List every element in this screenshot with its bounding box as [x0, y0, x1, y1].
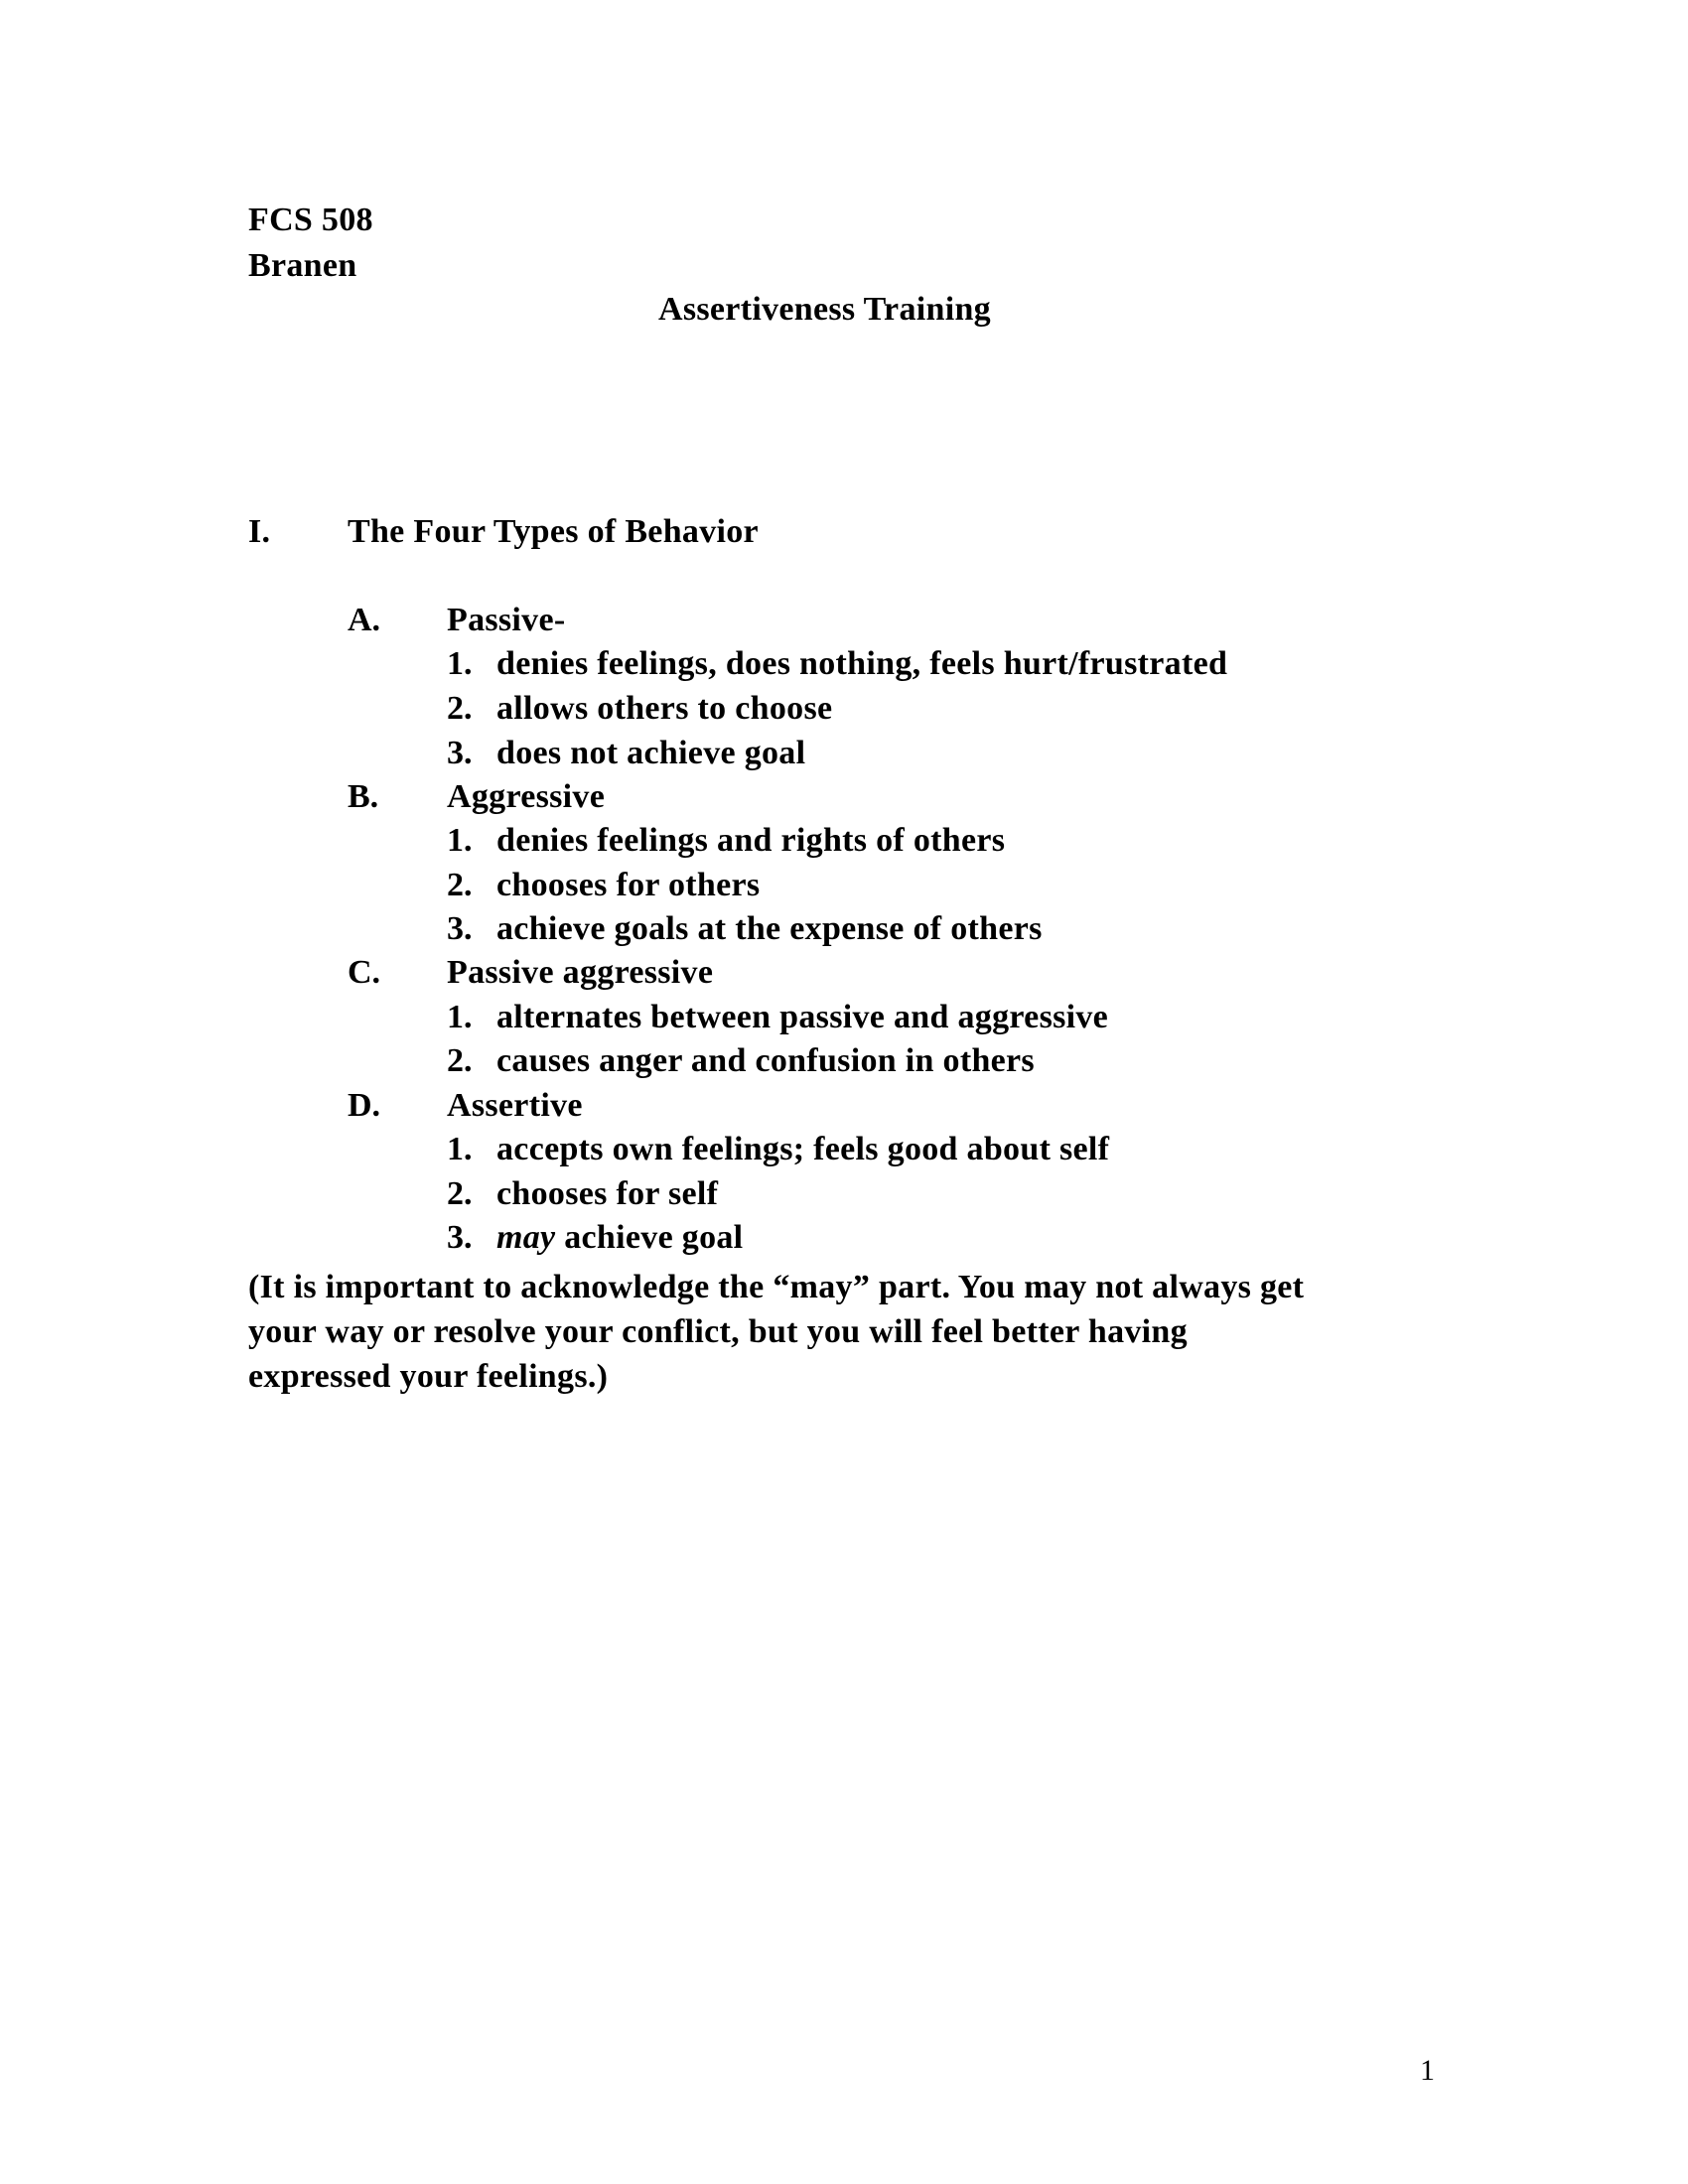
subsection-label: Passive-	[447, 602, 566, 638]
note-line: (It is important to acknowledge the “may” part. You may not always get	[248, 1269, 1305, 1305]
subsection-letter: D.	[348, 1087, 381, 1124]
list-item: alternates between passive and aggressive	[496, 999, 1109, 1035]
list-item-number: 1.	[447, 1131, 473, 1167]
subsection-letter: C.	[348, 954, 381, 991]
subsection-letter: B.	[348, 778, 379, 815]
course-code: FCS 508	[248, 202, 373, 238]
document-title: Assertiveness Training	[658, 291, 991, 328]
note-line: your way or resolve your conflict, but you will feel better having	[248, 1313, 1188, 1350]
list-item: chooses for others	[496, 867, 761, 903]
list-item: denies feelings and rights of others	[496, 822, 1006, 859]
section-number: I.	[248, 513, 271, 550]
list-item-number: 2.	[447, 1042, 473, 1079]
list-item-number: 2.	[447, 690, 473, 727]
list-item-number: 3.	[447, 1219, 473, 1256]
author-name: Branen	[248, 247, 357, 284]
note-paragraph	[248, 1265, 1450, 1399]
section-title: The Four Types of Behavior	[348, 513, 759, 550]
emphasis-text: may	[496, 1219, 556, 1256]
list-item-number: 1.	[447, 822, 473, 859]
list-item: does not achieve goal	[496, 735, 806, 771]
list-item-number: 1.	[447, 999, 473, 1035]
list-item-number: 3.	[447, 910, 473, 947]
subsection-letter: A.	[348, 602, 381, 638]
page-number: 1	[1420, 2054, 1435, 2087]
list-item	[496, 1216, 743, 1260]
subsection-label: Aggressive	[447, 778, 606, 815]
note-line: expressed your feelings.)	[248, 1358, 609, 1395]
list-item-number: 3.	[447, 735, 473, 771]
list-item-number: 1.	[447, 645, 473, 682]
list-item: chooses for self	[496, 1175, 719, 1212]
subsection-label: Passive aggressive	[447, 954, 714, 991]
list-item: achieve goals at the expense of others	[496, 910, 1043, 947]
list-item-number: 2.	[447, 1175, 473, 1212]
list-item: accepts own feelings; feels good about self	[496, 1131, 1110, 1167]
list-item: denies feelings, does nothing, feels hurt/frustrated	[496, 645, 1228, 682]
subsection-label: Assertive	[447, 1087, 583, 1124]
list-item-number: 2.	[447, 867, 473, 903]
list-item: allows others to choose	[496, 690, 833, 727]
list-item: causes anger and confusion in others	[496, 1042, 1035, 1079]
list-item-text: achieve goal	[555, 1219, 744, 1256]
